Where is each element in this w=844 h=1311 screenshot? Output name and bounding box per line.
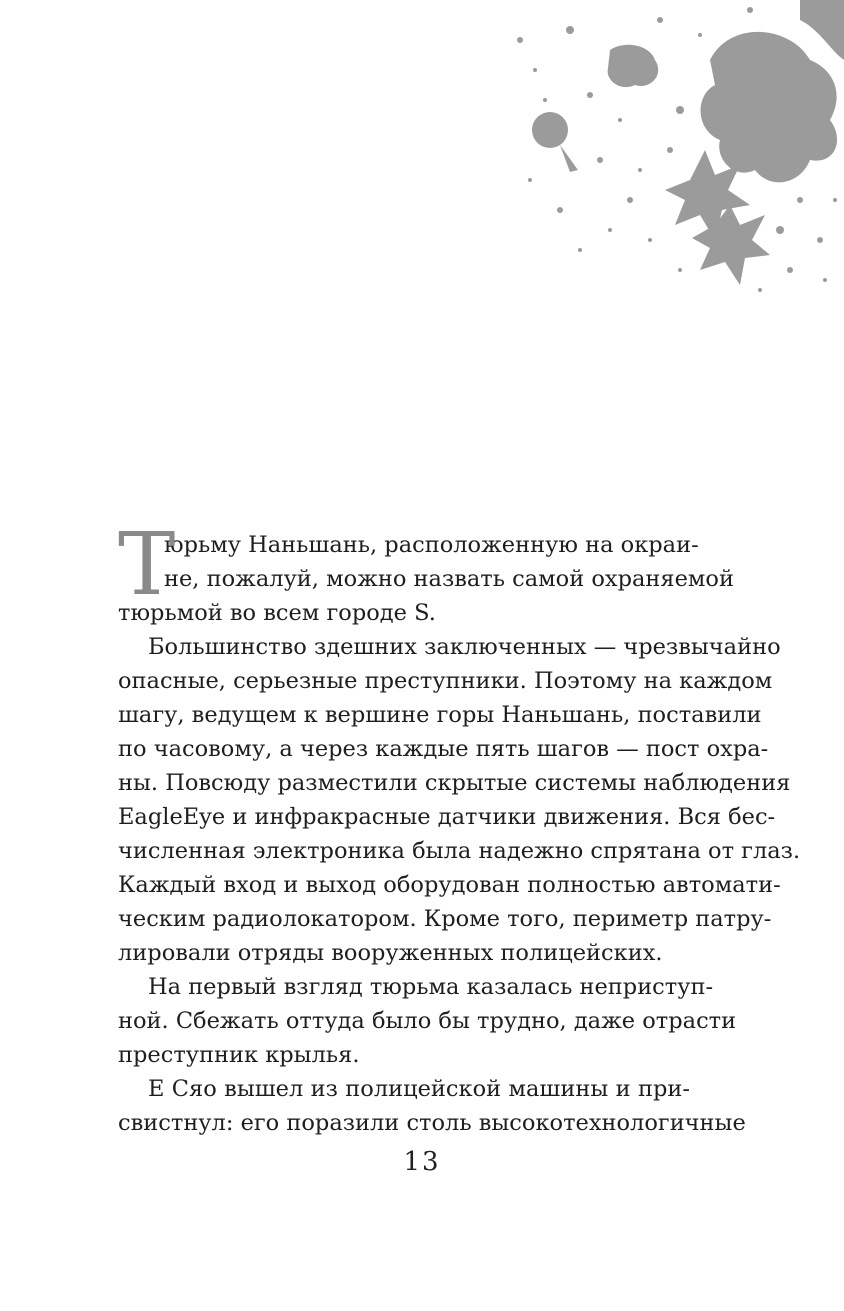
ink-splatter-icon (500, 0, 844, 300)
text-line: ны. Повсюду разместили скрытые системы наблюдения (118, 770, 791, 796)
text-line: На первый взгляд тюрьма казалась неприступ- (148, 974, 714, 1000)
text-line: численная электроника была надежно спрятана от глаз. (118, 838, 801, 864)
text-line: не, пожалуй, можно назвать самой охраняемой (164, 566, 734, 592)
page-number: 13 (403, 1147, 441, 1177)
text-line: преступник крылья. (118, 1042, 360, 1068)
text-line: Е Сяо вышел из полицейской машины и при- (148, 1076, 690, 1102)
text-line: свистнул: его поразили столь высокотехнологичные (118, 1110, 746, 1136)
drop-cap: Т (118, 515, 176, 615)
text-line: тюрьмой во всем городе S. (118, 600, 436, 626)
text-line: по часовому, а через каждые пять шагов — пост охра- (118, 736, 769, 762)
text-line: юрьму Наньшань, расположенную на окраи- (164, 532, 699, 558)
text-line: лировали отряды вооруженных полицейских. (118, 940, 663, 966)
text-line: ной. Сбежать оттуда было бы трудно, даже отрасти (118, 1008, 737, 1034)
body-text (118, 515, 801, 1140)
first-paragraph (118, 515, 734, 630)
text-line: шагу, ведущем к вершине горы Наньшань, поставили (118, 702, 762, 728)
text-line: ческим радиолокатором. Кроме того, периметр патру- (118, 906, 772, 932)
text-line: опасные, серьезные преступники. Поэтому на каждом (118, 668, 773, 694)
text-line: Каждый вход и выход оборудован полностью автомати- (118, 872, 781, 898)
text-line: EagleEye и инфракрасные датчики движения. Вся бес- (118, 804, 776, 830)
text-line: Большинство здешних заключенных — чрезвычайно (148, 634, 781, 660)
